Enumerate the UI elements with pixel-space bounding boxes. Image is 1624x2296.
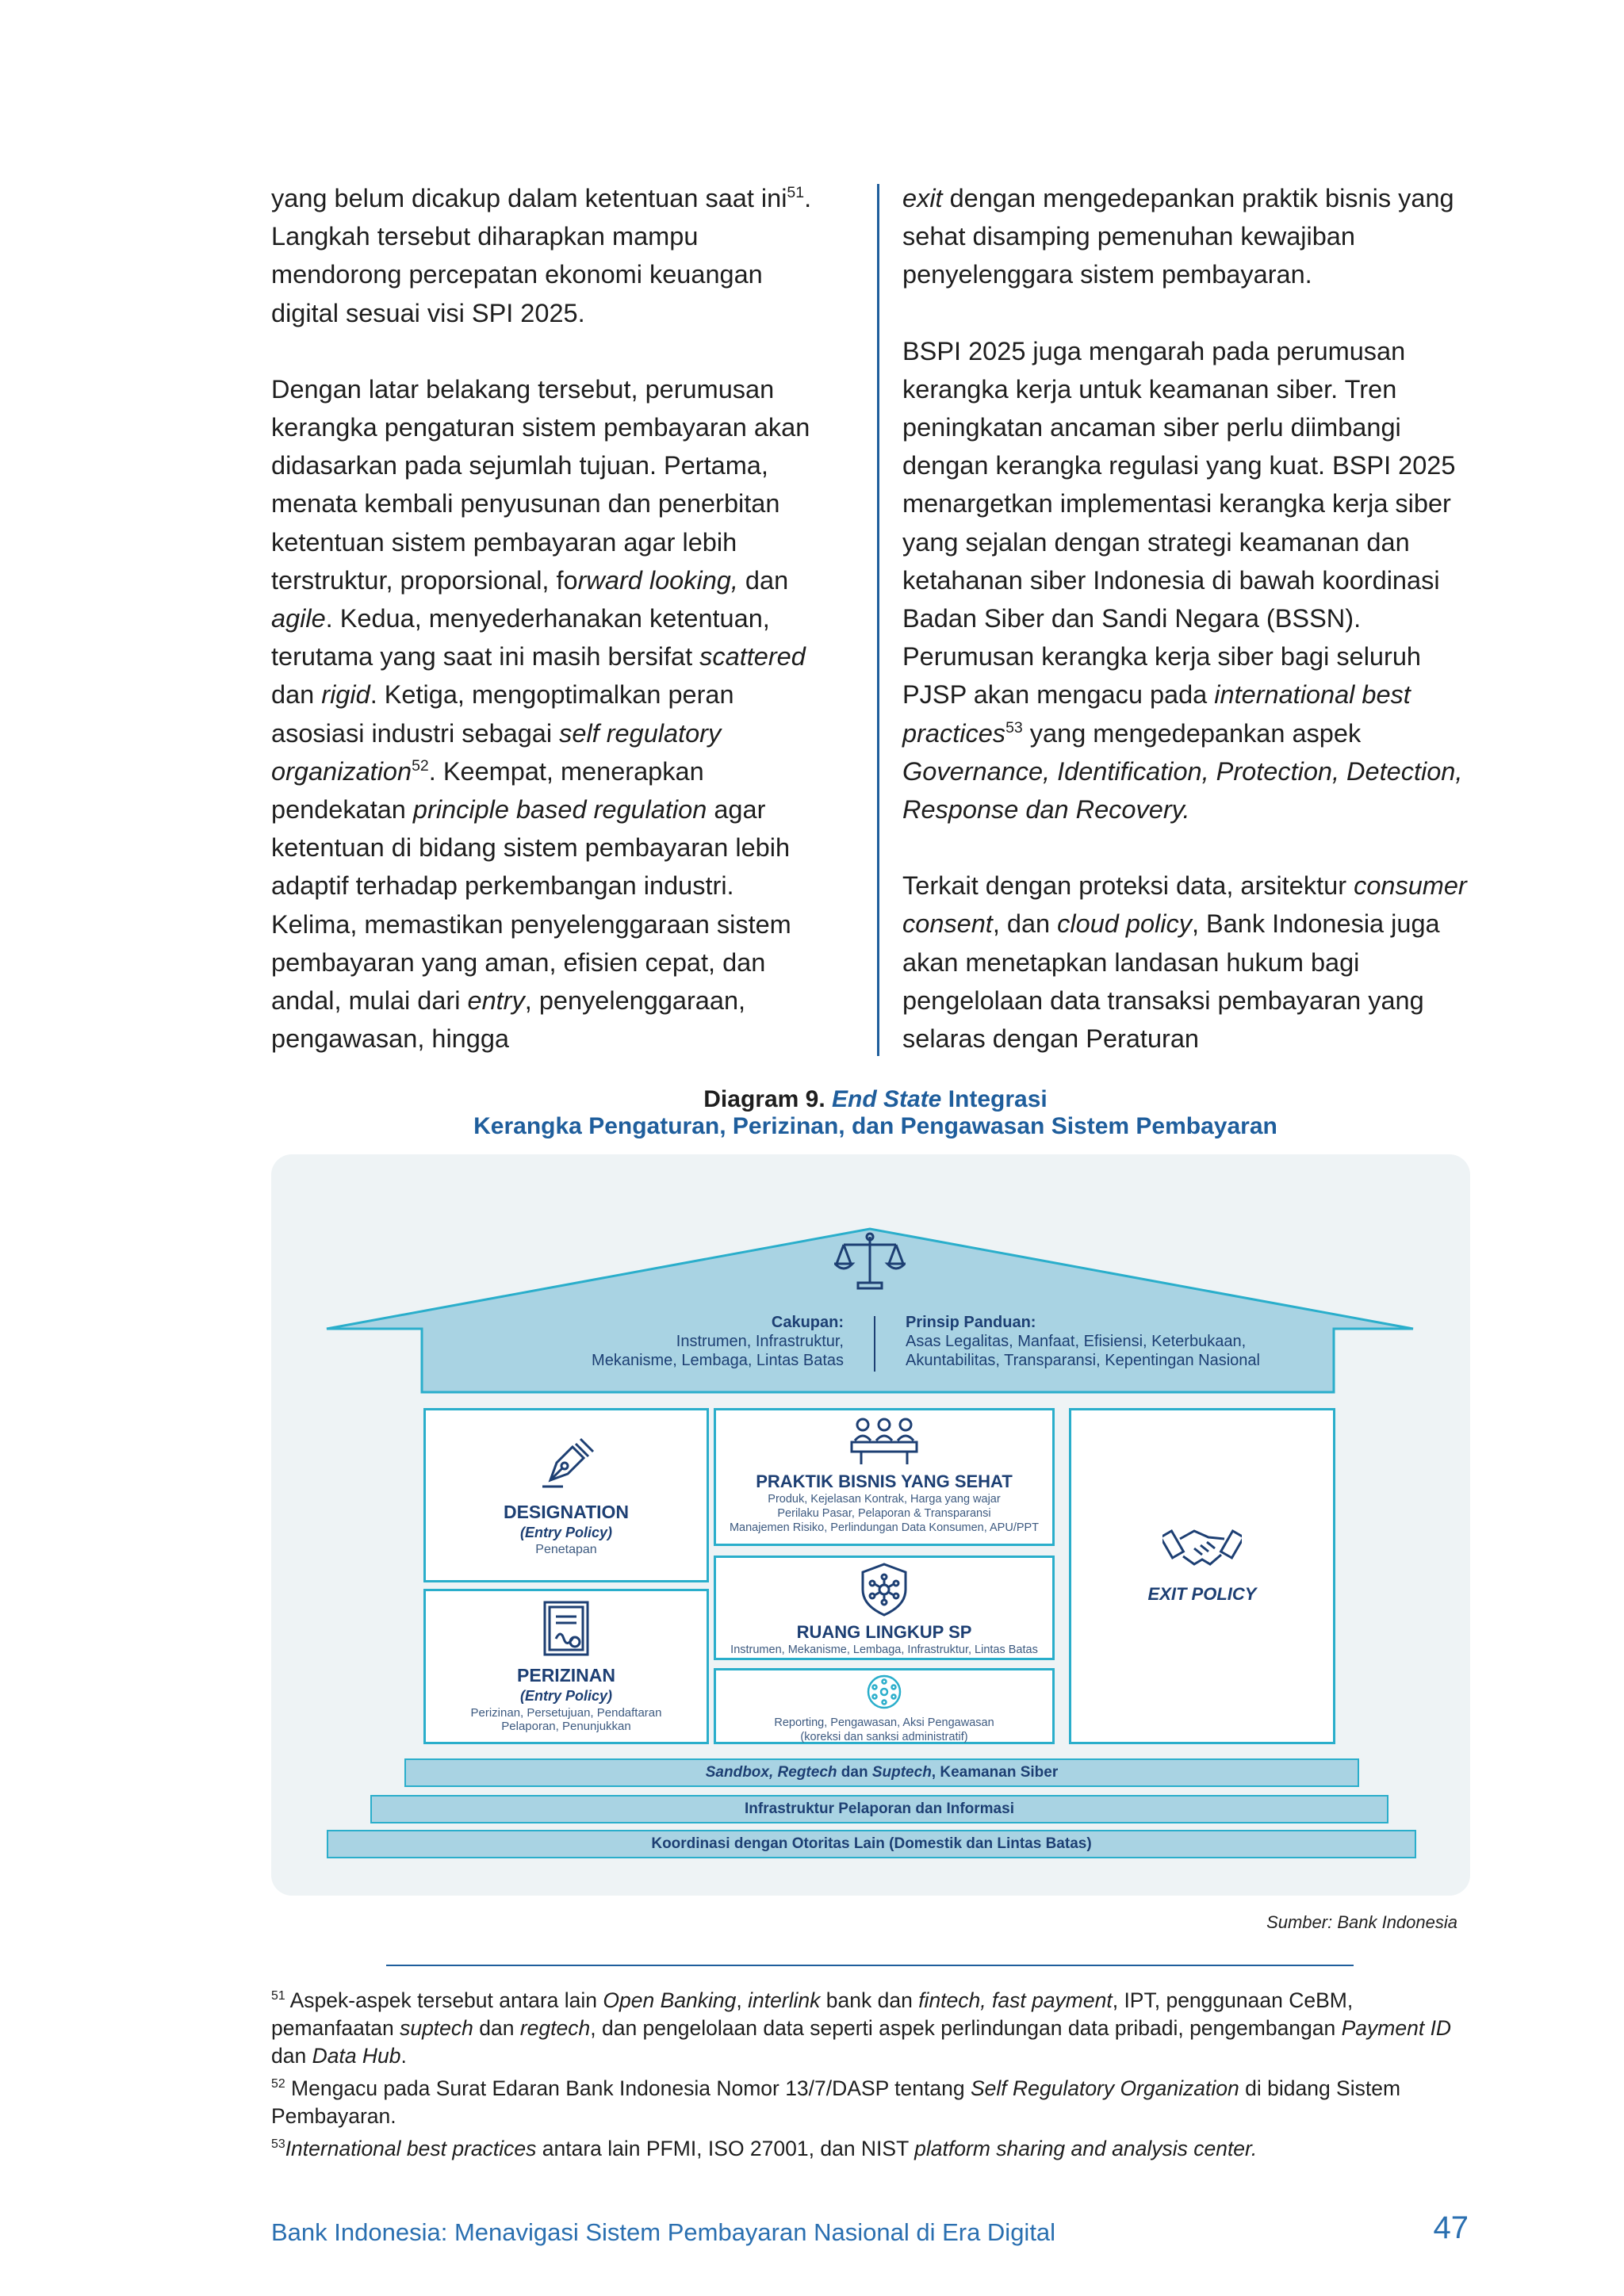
designation-subtitle: (Entry Policy) [519, 1525, 613, 1540]
text-italic: fintech, fast payment [918, 1988, 1113, 2012]
footnote-ref-53[interactable]: 53 [1005, 718, 1023, 737]
bar-koordinasi: Koordinasi dengan Otoritas Lain (Domestik dan Lintas Batas) [327, 1830, 1416, 1858]
right-paragraph-1 [902, 179, 1473, 294]
perizinan-subtitle: (Entry Policy) [519, 1688, 613, 1704]
bar-infrastruktur: Infrastruktur Pelaporan dan Informasi [370, 1795, 1388, 1823]
footnote-number: 53 [271, 2137, 285, 2152]
text-italic: scattered [699, 642, 806, 672]
text-italic: principle based regulation [412, 795, 707, 825]
text-run: yang belum dicakup dalam ketentuan saat ini [271, 184, 787, 212]
text-run: , dan [992, 909, 1058, 939]
footnote-number: 52 [271, 2077, 285, 2091]
network-icon [864, 1672, 904, 1712]
praktik-title: PRAKTIK BISNIS YANG SEHAT [756, 1471, 1013, 1491]
ruang-desc: Instrumen, Mekanisme, Lembaga, Infrastruktur, Lintas Batas [730, 1644, 1038, 1656]
text-run: , Keamanan Siber [931, 1764, 1059, 1781]
pen-nib-icon [534, 1431, 598, 1494]
exit-policy-box [1069, 1408, 1335, 1744]
text-run: , Bank Indonesia juga akan menetapkan landasan hukum bagi pengelolaan data transaksi pembayaran yang selaras dengan Peraturan [902, 909, 1440, 1054]
diagram-title-line-2: Kerangka Pengaturan, Perizinan, dan Pengawasan Sistem Pembayaran [473, 1113, 1277, 1139]
text-italic: regtech [519, 2016, 591, 2040]
footer-title: Bank Indonesia: Menavigasi Sistem Pembayaran Nasional di Era Digital [271, 2218, 1056, 2246]
diagram-source: Sumber: Bank Indonesia [1266, 1912, 1457, 1932]
text-italic: Sandbox, Regtech [705, 1764, 837, 1781]
text-run: , penyelenggaraan, pengawasan, hingga [271, 986, 746, 1054]
text-italic: international best practices [902, 680, 1411, 748]
cakupan-line-2: Mekanisme, Lembaga, Lintas Batas [592, 1352, 844, 1369]
pengawasan-line-1: Reporting, Pengawasan, Aksi Pengawasan [774, 1716, 994, 1729]
ruang-lingkup-box [714, 1556, 1055, 1660]
text-italic: International best practices [285, 2137, 537, 2160]
praktik-line-1: Produk, Kejelasan Kontrak, Harga yang wajar [768, 1493, 1001, 1506]
text-run: Diagram 9. [703, 1086, 832, 1112]
text-italic: Open Banking [603, 1988, 737, 2012]
text-run: , IPT, penggunaan CeBM, pemanfaatan [271, 1988, 1354, 2040]
page-number: 47 [1433, 2210, 1469, 2245]
footnotes [271, 1987, 1477, 2168]
text-run: agar ketentuan di bidang sistem pembayaran lebih adaptif terhadap perkembangan industri. Kelima, memastikan penyelenggaraan sistem pembayaran yang aman, efisien cepat, dan andal, mulai dari [271, 795, 791, 1016]
text-run: . [400, 2044, 407, 2068]
text-italic: self regulatory organization [271, 718, 722, 786]
text-italic: Payment ID [1341, 2016, 1452, 2040]
pengawasan-box [714, 1668, 1055, 1744]
text-run: Terkait dengan proteksi data, arsitektur [902, 871, 1354, 901]
diagram-title-line-1 [0, 1086, 1624, 1113]
shield-network-icon [856, 1561, 912, 1618]
right-paragraph-2 [902, 332, 1473, 829]
praktik-line-3: Manajemen Risiko, Perlindungan Data Konsumen, APU/PPT [729, 1521, 1040, 1534]
text-run: BSPI 2025 juga mengarah pada perumusan kerangka kerja untuk keamanan siber. Tren peningkatan ancaman siber perlu diimbangi dengan kerangka regulasi yang kuat. BSPI 2025 menargetkan implementasi kerangka kerja siber yang sejalan dengan strategi keamanan dan ketahanan siber Indonesia di bawah koordinasi Badan Siber dan Sandi Negara (BSSN). Perumusan kerangka kerja siber bagi seluruh PJSP akan mengacu pada [902, 336, 1456, 710]
text-run: dan [837, 1764, 872, 1781]
text-italic: End State [832, 1086, 942, 1112]
text-italic: exit [902, 184, 943, 212]
prinsip-line-1: Asas Legalitas, Manfaat, Efisiensi, Keterbukaan, [906, 1333, 1247, 1350]
prinsip-label: Prinsip Panduan: [906, 1314, 1036, 1331]
roof-divider [874, 1316, 875, 1372]
meeting-icon [848, 1415, 920, 1468]
left-column [271, 179, 826, 1058]
footnote-ref-51[interactable]: 51 [787, 184, 805, 202]
text-run: dan [271, 680, 322, 710]
bar-sandbox [404, 1758, 1359, 1787]
designation-desc: Penetapan [535, 1543, 597, 1556]
text-run: , [736, 1988, 749, 2012]
exit-policy-title: EXIT POLICY [1147, 1584, 1257, 1604]
footnote-ref-52[interactable]: 52 [412, 757, 429, 775]
right-paragraph-3 [902, 867, 1473, 1058]
text-run: . Langkah tersebut diharapkan mampu mendorong percepatan ekonomi keuangan digital sesuai visi SPI 2025. [271, 184, 812, 327]
footnote-52 [271, 2075, 1477, 2130]
perizinan-box [423, 1589, 709, 1744]
text-run: Dengan latar belakang tersebut, perumusan kerangka pengaturan sistem pembayaran akan didasarkan pada sejumlah tujuan. Pertama, menata kembali penyusunan dan penerbitan ketentuan sistem pembayaran agar lebih terstruktur, proporsional, fo [271, 374, 810, 595]
text-italic: Data Hub [312, 2044, 401, 2068]
text-run: dengan mengedepankan praktik bisnis yang sehat disamping pemenuhan kewajiban penyelenggara sistem pembayaran. [902, 184, 1454, 289]
pengawasan-line-2: (koreksi dan sanksi administratif) [800, 1731, 968, 1743]
text-italic: platform sharing and analysis center. [914, 2137, 1258, 2160]
text-italic: rward looking, [577, 565, 738, 595]
text-run: bank dan [820, 1988, 919, 2012]
designation-box [423, 1408, 709, 1582]
text-run: , dan pengelolaan data seperti aspek perlindungan data pribadi, pengembangan [590, 2016, 1342, 2040]
cakupan-line-1: Instrumen, Infrastruktur, [676, 1333, 844, 1350]
text-run: . Keempat, menerapkan pendekatan [271, 756, 704, 825]
perizinan-desc-1: Perizinan, Persetujuan, Pendaftaran [470, 1706, 662, 1720]
ruang-title: RUANG LINGKUP SP [796, 1622, 972, 1642]
designation-title: DESIGNATION [503, 1502, 630, 1522]
praktik-line-2: Perilaku Pasar, Pelaporan & Transparansi [777, 1507, 991, 1520]
text-italic: consumer consent [902, 871, 1467, 939]
text-italic: rigid [321, 680, 370, 710]
praktik-bisnis-box [714, 1408, 1055, 1546]
left-paragraph-1 [271, 179, 826, 332]
column-divider [877, 184, 879, 1056]
certificate-icon [538, 1598, 594, 1661]
text-italic: interlink [748, 1988, 821, 2012]
right-column [902, 179, 1473, 1058]
text-italic: Governance, Identification, Protection, Detection, Response dan Recovery. [902, 756, 1463, 825]
left-paragraph-2 [271, 370, 826, 1058]
text-italic: cloud policy [1057, 909, 1192, 939]
text-italic: agile [271, 604, 326, 633]
text-run: antara lain PFMI, ISO 27001, dan NIST [536, 2137, 915, 2160]
footnote-rule [386, 1965, 1354, 1966]
roof-prinsip [906, 1313, 1381, 1370]
cakupan-label: Cakupan: [771, 1314, 844, 1331]
text-run: yang mengedepankan aspek [1022, 718, 1362, 748]
handshake-icon [1162, 1515, 1242, 1578]
footnote-53 [271, 2135, 1477, 2163]
text-run: . Ketiga, mengoptimalkan peran asosiasi industri sebagai [271, 680, 734, 748]
text-run: dan [473, 2016, 520, 2040]
diagram-panel [271, 1154, 1470, 1896]
text-italic: entry [467, 986, 525, 1016]
text-run: Integrasi [941, 1086, 1048, 1112]
footnote-51 [271, 1987, 1477, 2070]
prinsip-line-2: Akuntabilitas, Transparansi, Kepentingan Nasional [906, 1352, 1260, 1369]
scales-icon [834, 1230, 906, 1294]
text-run: Aspek-aspek tersebut antara lain [285, 1988, 603, 2012]
text-run: . Kedua, menyederhanakan ketentuan, terutama yang saat ini masih bersifat [271, 604, 770, 672]
text-italic: Suptech [871, 1764, 932, 1781]
diagram-title [0, 1086, 1624, 1140]
text-run: di bidang Sistem Pembayaran. [271, 2076, 1401, 2128]
roof-cakupan [469, 1313, 844, 1370]
perizinan-desc-2: Pelaporan, Penunjukkan [501, 1720, 631, 1733]
text-italic: suptech [400, 2016, 473, 2040]
perizinan-title: PERIZINAN [517, 1665, 615, 1686]
text-italic: Self Regulatory Organization [970, 2076, 1239, 2100]
footnote-number: 51 [271, 1989, 285, 2003]
text-run: dan [737, 565, 789, 595]
text-run: dan [271, 2044, 312, 2068]
text-run: Mengacu pada Surat Edaran Bank Indonesia Nomor 13/7/DASP tentang [285, 2076, 971, 2100]
